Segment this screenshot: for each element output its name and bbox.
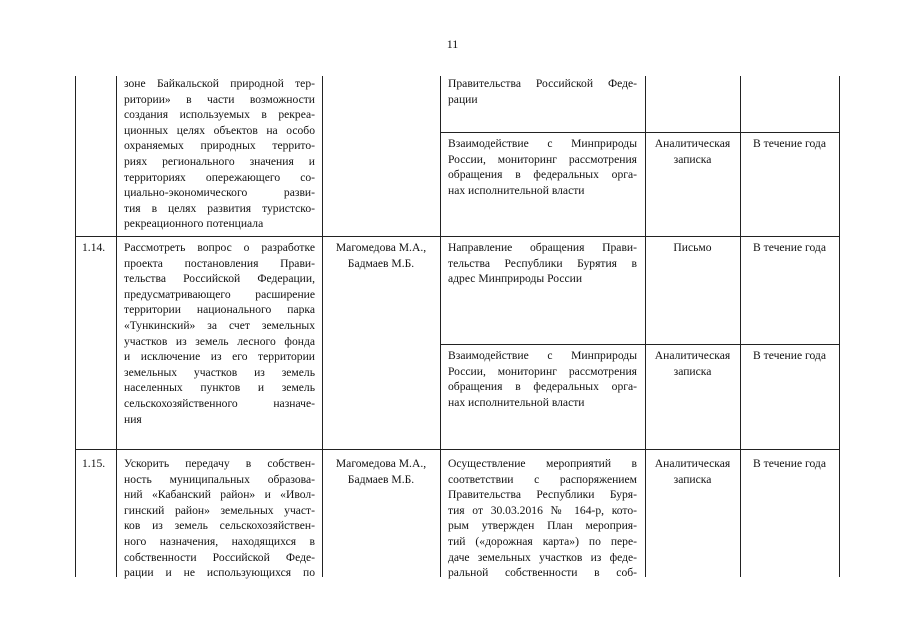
measure-line: ционных целях объектов на особо — [124, 123, 315, 137]
measure-line: зоне Байкальской природной тер- — [124, 77, 315, 90]
measure-line: территориях опережающего со- — [124, 170, 315, 184]
action-cell — [448, 76, 637, 107]
measure-line: тельства Российской Федерации, — [124, 272, 315, 286]
measure-line: населенных пунктов и земель — [124, 381, 315, 395]
measure-line: ния — [124, 412, 142, 426]
action-line: Взаимодействие с Минприроды — [448, 137, 637, 150]
action-cell — [448, 348, 637, 410]
measure-line: земельных участков из земель — [124, 365, 315, 379]
measure-line: «Тункинский» за счет земельных — [124, 318, 315, 332]
responsible-line: Магомедова М.А., — [335, 457, 427, 470]
measure-line: ность муниципальных образова- — [124, 472, 315, 486]
result-line: записка — [673, 364, 712, 378]
column-divider-num — [116, 76, 117, 577]
responsible-line: Магомедова М.А., — [335, 241, 427, 254]
action-line: ральной собственности в соб- — [448, 566, 637, 580]
measure-line: участков из земель лесного фонда — [124, 334, 315, 348]
measure-line: рекреационного потенциала — [124, 217, 264, 231]
row-number: 1.14. — [82, 241, 106, 254]
action-line: тия от 30.03.2016 № 164-р, кото- — [448, 503, 637, 517]
measure-line: риях регионального значения и — [124, 154, 315, 168]
measure-line: сельскохозяйственного назначе- — [124, 396, 315, 410]
result-line: Аналитическая — [654, 349, 731, 362]
responsible-line: Бадмаев М.Б. — [347, 256, 415, 270]
measure-cell — [124, 76, 315, 232]
measure-line: ний «Кабанский район» и «Ивол- — [124, 488, 315, 502]
row-divider — [75, 236, 840, 237]
measure-line: охраняемых природных террито- — [124, 139, 315, 153]
action-line: России, мониторинг рассмотрения — [448, 364, 637, 378]
action-line: нах исполнительной власти — [448, 395, 585, 409]
responsible-cell — [322, 240, 440, 271]
measure-line: гинский район» земельных участ- — [124, 503, 315, 517]
measure-line: рации и не использующихся по — [124, 566, 315, 580]
action-line: обращения в федеральных орга- — [448, 380, 637, 394]
result-cell — [645, 136, 740, 167]
action-line: Правительства Российской Феде- — [448, 77, 637, 90]
action-line: тий («дорожная карта») по пере- — [448, 534, 637, 548]
measure-line: территории национального парка — [124, 303, 315, 317]
action-line: Осуществление мероприятий в — [448, 457, 637, 470]
action-line: нах исполнительной власти — [448, 183, 585, 197]
term-text: В течение года — [753, 457, 826, 470]
row-number: 1.15. — [82, 457, 106, 470]
measure-line: циально-экономического разви- — [124, 186, 315, 200]
measure-cell — [124, 456, 315, 581]
action-line: тельства Республики Бурятия в — [448, 256, 637, 270]
subrow-divider — [440, 344, 840, 345]
measure-line: проекта постановления Прави- — [124, 256, 315, 270]
table-border-left — [75, 76, 76, 577]
measure-line: ков из земель сельскохозяйствен- — [124, 519, 315, 533]
term-cell — [740, 240, 839, 256]
measure-line: собственности Российской Феде- — [124, 550, 315, 564]
row-divider — [75, 449, 840, 450]
table-border-right — [839, 76, 840, 577]
term-cell — [740, 136, 839, 152]
result-cell — [645, 348, 740, 379]
action-line: Направление обращения Прави- — [448, 241, 637, 254]
measure-line: ритории» в части возможности — [124, 92, 315, 106]
column-divider-responsible — [440, 76, 441, 577]
term-cell — [740, 456, 839, 472]
action-line: России, мониторинг рассмотрения — [448, 152, 637, 166]
action-line: обращения в федеральных орга- — [448, 168, 637, 182]
measure-line: Ускорить передачу в собствен- — [124, 457, 315, 470]
measure-line: предусматривающего расширение — [124, 287, 315, 301]
result-cell — [645, 240, 740, 256]
action-cell — [448, 240, 637, 287]
result-cell — [645, 456, 740, 487]
measure-line: тия в целях развития туристско- — [124, 201, 315, 215]
result-line: записка — [673, 472, 712, 486]
action-line: адрес Минприроды России — [448, 272, 583, 286]
result-line: Аналитическая — [654, 137, 731, 150]
result-line: Письмо — [673, 241, 712, 254]
action-line: рым утвержден План мероприя- — [448, 519, 637, 533]
action-line: рации — [448, 92, 478, 106]
term-cell — [740, 348, 839, 364]
action-line: Правительства Республики Буря- — [448, 488, 637, 502]
page-number: 11 — [446, 37, 459, 51]
result-line: записка — [673, 152, 712, 166]
measure-line: и исключение из его территории — [124, 350, 315, 364]
action-cell — [448, 136, 637, 198]
measure-line: создания используемых в рекреа- — [124, 108, 315, 122]
column-divider-measure — [322, 76, 323, 577]
term-text: В течение года — [753, 349, 826, 362]
responsible-line: Бадмаев М.Б. — [347, 472, 415, 486]
term-text: В течение года — [753, 137, 826, 150]
action-line: соответствии с распоряжением — [448, 472, 637, 486]
result-line: Аналитическая — [654, 457, 731, 470]
term-text: В течение года — [753, 241, 826, 254]
responsible-cell — [322, 456, 440, 487]
action-cell — [448, 456, 637, 581]
action-line: Взаимодействие с Минприроды — [448, 349, 637, 362]
subrow-divider — [440, 132, 840, 133]
measure-cell — [124, 240, 315, 427]
action-line: даче земельных участков из феде- — [448, 550, 637, 564]
measure-line: Рассмотреть вопрос о разработке — [124, 241, 315, 254]
measure-line: ного назначения, находящихся в — [124, 534, 315, 548]
